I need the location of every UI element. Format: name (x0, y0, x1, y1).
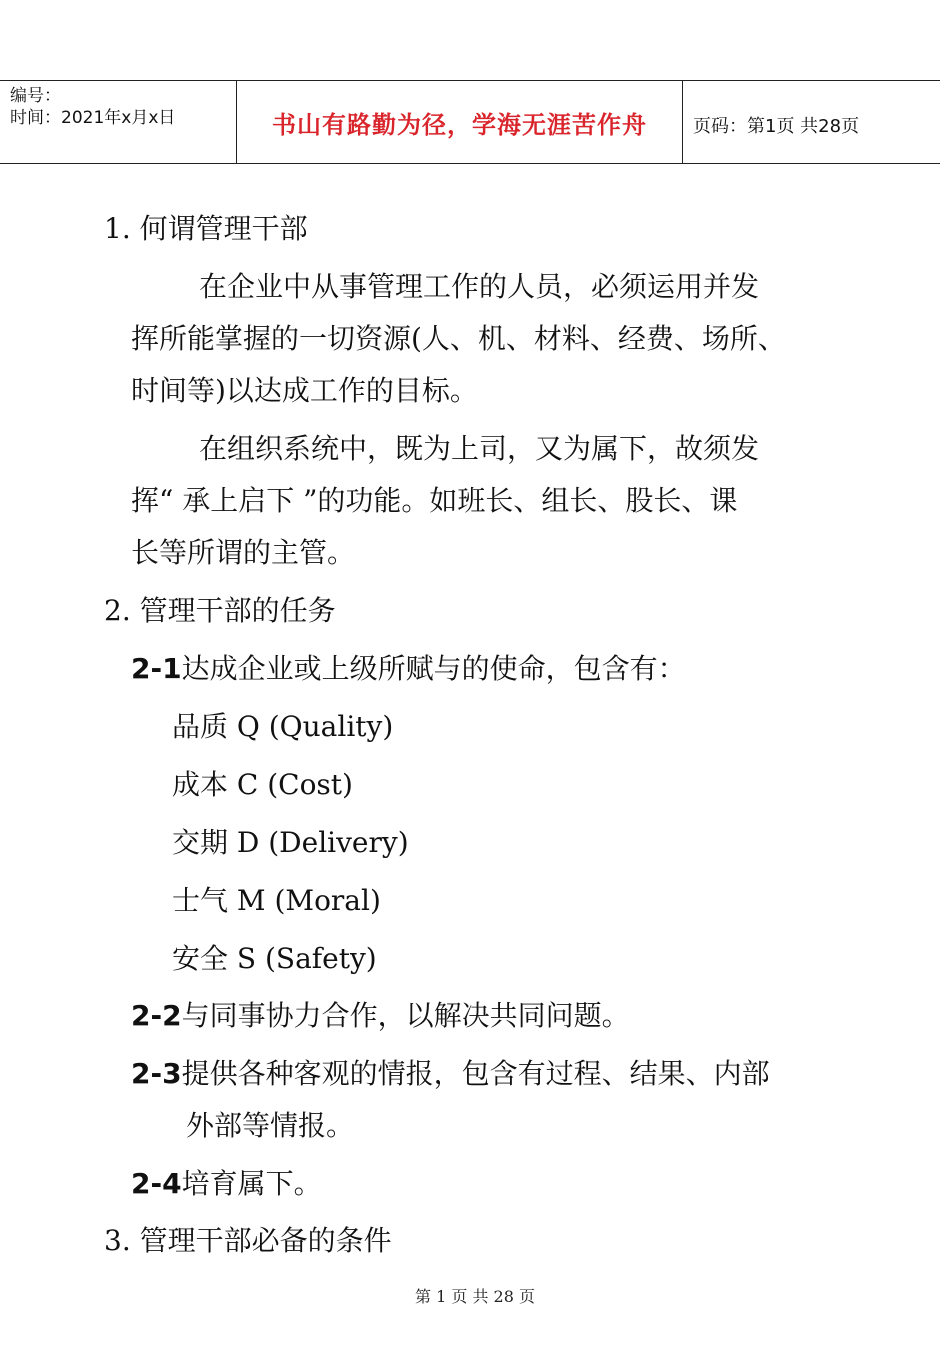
subsection-number: 2-1 (131, 652, 182, 685)
subsection-text: 达成企业或上级所赋与的使命，包含有： (181, 652, 686, 685)
subsection-number: 2-4 (131, 1167, 182, 1200)
header-page-cell (683, 81, 940, 163)
section-heading-2: 2. 管理干部的任务 (104, 594, 336, 627)
subsection-2-1 (131, 651, 686, 687)
subsection-2-3 (131, 1056, 770, 1092)
motto: 书山有路勤为径，学海无涯苦作舟 (272, 111, 647, 139)
page-footer: 第 1 页 共 28 页 (415, 1287, 535, 1306)
paragraph-line: 挥“ 承上启下 ”的功能。如班长、组长、股长、课 (131, 484, 738, 517)
page-header (0, 80, 940, 164)
list-item: 士气 M (Moral) (172, 884, 381, 917)
header-motto-cell (237, 81, 683, 163)
list-item: 品质 Q (Quality) (172, 710, 394, 743)
section-heading-1: 1. 何谓管理干部 (104, 212, 308, 245)
list-item: 安全 S (Safety) (172, 942, 377, 975)
serial-label: 编号： (10, 86, 61, 106)
paragraph-line: 在组织系统中，既为上司，又为属下，故须发 (199, 432, 760, 465)
subsection-text: 培育属下。 (181, 1167, 322, 1200)
subsection-2-2 (131, 998, 630, 1034)
paragraph-line: 时间等)以达成工作的目标。 (131, 374, 478, 407)
paragraph-line: 在企业中从事管理工作的人员，必须运用并发 (199, 270, 760, 303)
subsection-continuation: 外部等情报。 (186, 1109, 355, 1142)
subsection-number: 2-2 (131, 999, 182, 1032)
header-meta-cell (0, 81, 237, 163)
subsection-text: 与同事协力合作，以解决共同问题。 (181, 999, 630, 1032)
section-heading-3: 3. 管理干部必备的条件 (104, 1224, 392, 1257)
date-label: 时间：2021年x月x日 (10, 108, 176, 128)
paragraph-line: 挥所能掌握的一切资源(人、机、材料、经费、场所、 (131, 322, 786, 355)
subsection-2-4 (131, 1166, 322, 1202)
subsection-number: 2-3 (131, 1057, 182, 1090)
paragraph-line: 长等所谓的主管。 (131, 536, 356, 569)
list-item: 成本 C (Cost) (172, 768, 353, 801)
subsection-text: 提供各种客观的情报，包含有过程、结果、内部 (181, 1057, 770, 1090)
list-item: 交期 D (Delivery) (172, 826, 409, 859)
page-info: 页码：第1页 共28页 (693, 116, 860, 137)
